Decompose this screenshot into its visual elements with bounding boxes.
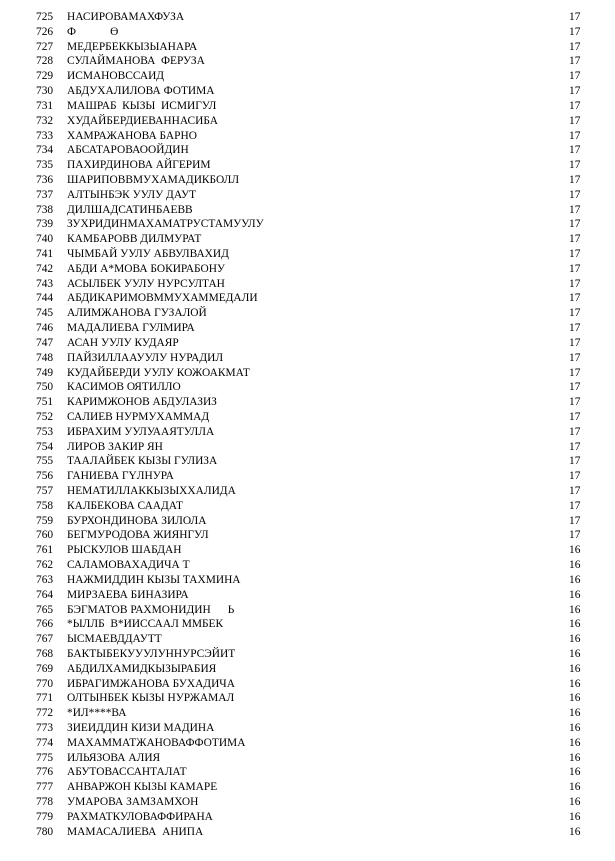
list-row — [0, 528, 615, 543]
list-row — [0, 543, 615, 558]
row-name: ЗУХРИДИНМАХАМАТРУСТАМУУЛУ — [67, 218, 264, 231]
row-score: 16 — [569, 662, 581, 675]
ranking-list — [0, 10, 615, 840]
list-row — [0, 336, 615, 351]
row-score: 16 — [569, 603, 581, 616]
list-row — [0, 706, 615, 721]
row-score: 16 — [569, 722, 581, 734]
list-row — [0, 410, 615, 425]
row-name: АБДИКАРИМОВММУХАММЕДАЛИ — [67, 292, 258, 305]
row-score: 17 — [569, 70, 581, 83]
row-name: РЫСКУЛОВ ШАБДАН — [67, 544, 182, 557]
row-number: 751 — [36, 396, 54, 409]
list-row — [0, 484, 615, 499]
row-number: 743 — [36, 277, 54, 290]
row-number: 735 — [36, 159, 54, 172]
list-row — [0, 588, 615, 603]
row-name: КАРИМЖОНОВ АБДУЛАЗИЗ — [67, 396, 217, 409]
row-score: 16 — [569, 751, 581, 764]
row-name: АЛТЫНБЭК УУЛУ ДАУТ — [67, 188, 197, 201]
list-row — [0, 603, 615, 618]
row-name: БЕГМУРОДОВА ЖИЯНГУЛ — [67, 529, 209, 542]
row-score: 17 — [569, 218, 581, 231]
row-score: 17 — [569, 55, 581, 68]
row-number: 747 — [36, 336, 54, 349]
list-row — [0, 188, 615, 203]
row-score: 16 — [569, 781, 581, 794]
list-row — [0, 25, 615, 40]
list-row — [0, 395, 615, 410]
row-score: 17 — [569, 410, 581, 423]
row-number: 726 — [36, 25, 54, 38]
row-number: 761 — [36, 544, 54, 557]
row-number: 756 — [36, 470, 54, 483]
list-row — [0, 10, 615, 25]
row-name: МАМАСАЛИЕВА АНИПА — [67, 825, 204, 838]
list-row — [0, 129, 615, 144]
row-number: 731 — [36, 99, 54, 112]
row-name: ЫСМАЕВДДАУТТ — [67, 633, 162, 646]
list-row — [0, 114, 615, 129]
list-row — [0, 291, 615, 306]
row-score: 17 — [569, 203, 581, 216]
row-score: 17 — [569, 499, 581, 512]
row-score: 16 — [569, 633, 581, 646]
row-number: 737 — [36, 188, 54, 201]
row-score: 17 — [569, 233, 581, 246]
row-number: 767 — [36, 633, 54, 646]
row-number: 768 — [36, 647, 54, 660]
row-name: ИБРАГИМЖАНОВА БУХАДИЧА — [67, 677, 235, 690]
row-name: АНВАРЖОН КЫЗЫ КАМАРЕ — [67, 781, 218, 794]
list-row — [0, 736, 615, 751]
row-number: 748 — [36, 351, 54, 364]
list-row — [0, 262, 615, 277]
list-row — [0, 277, 615, 292]
row-number: 725 — [36, 11, 54, 23]
list-row — [0, 780, 615, 795]
row-number: 760 — [36, 529, 54, 542]
row-number: 741 — [36, 248, 54, 260]
row-name: МАДАЛИЕВА ГУЛМИРА — [67, 322, 195, 335]
row-score: 16 — [569, 825, 581, 838]
list-row — [0, 40, 615, 55]
row-score: 17 — [569, 485, 581, 497]
row-name: АБДИ А*МОВА БОКИРАБОНУ — [67, 262, 225, 275]
row-score: 17 — [569, 351, 581, 364]
row-number: 727 — [36, 40, 54, 53]
row-name: АБУТОВАССАНТАЛАТ — [67, 766, 187, 779]
row-name: *ЫЛЛБ В*ИИССААЛ ММБЕК — [67, 618, 224, 631]
row-number: 759 — [36, 514, 54, 527]
row-name: АБДУХАЛИЛОВА ФОТИМА — [67, 85, 215, 98]
list-row — [0, 69, 615, 84]
row-score: 16 — [569, 618, 581, 631]
row-number: 750 — [36, 381, 54, 394]
row-name: КАМБАРОВВ ДИЛМУРАТ — [67, 233, 202, 246]
row-score: 16 — [569, 736, 581, 749]
row-number: 738 — [36, 203, 54, 216]
row-number: 730 — [36, 85, 54, 98]
row-name: ЗИЕИДДИН КИЗИ МАДИНА — [67, 722, 215, 734]
list-row — [0, 232, 615, 247]
row-name: ДИЛШАДСАТИНБАЕВВ — [67, 203, 193, 216]
row-name: БЭГМАТОВ РАХМОНИДИН Ь — [67, 603, 235, 616]
row-score: 17 — [569, 248, 581, 260]
row-number: 758 — [36, 499, 54, 512]
row-name: ОЛТЫНБЕК КЫЗЫ НУРЖАМАЛ — [67, 692, 235, 705]
list-row — [0, 632, 615, 647]
list-row — [0, 366, 615, 381]
row-name: ХАМРАЖАНОВА БАРНО — [67, 129, 197, 142]
list-row — [0, 454, 615, 469]
row-score: 16 — [569, 796, 581, 809]
list-row — [0, 721, 615, 736]
row-score: 16 — [569, 544, 581, 557]
list-row — [0, 158, 615, 173]
row-number: 733 — [36, 129, 54, 142]
row-number: 734 — [36, 144, 54, 157]
row-number: 728 — [36, 55, 54, 68]
list-row — [0, 306, 615, 321]
row-score: 17 — [569, 292, 581, 305]
row-number: 763 — [36, 573, 54, 586]
list-row — [0, 691, 615, 706]
row-number: 777 — [36, 781, 54, 794]
row-score: 16 — [569, 707, 581, 720]
row-number: 780 — [36, 825, 54, 838]
row-name: *ИЛ****ВА — [67, 707, 127, 720]
list-row — [0, 825, 615, 840]
row-number: 762 — [36, 559, 54, 572]
row-score: 17 — [569, 381, 581, 394]
row-number: 765 — [36, 603, 54, 616]
row-number: 732 — [36, 114, 54, 127]
row-name: АЛИМЖАНОВА ГУЗАЛОЙ — [67, 307, 207, 320]
row-score: 17 — [569, 425, 581, 438]
row-number: 757 — [36, 485, 54, 497]
row-name: АСАН УУЛУ КУДАЯР — [67, 336, 179, 349]
list-row — [0, 573, 615, 588]
list-row — [0, 514, 615, 529]
row-score: 16 — [569, 573, 581, 586]
row-number: 771 — [36, 692, 54, 705]
list-row — [0, 321, 615, 336]
row-name: МИРЗАЕВА БИНАЗИРА — [67, 588, 189, 601]
list-row — [0, 380, 615, 395]
row-number: 744 — [36, 292, 54, 305]
row-name: КАСИМОВ ОЯТИЛЛО — [67, 381, 181, 394]
row-score: 17 — [569, 144, 581, 157]
row-number: 742 — [36, 262, 54, 275]
list-row — [0, 203, 615, 218]
row-score: 17 — [569, 40, 581, 53]
row-score: 16 — [569, 810, 581, 823]
list-row — [0, 143, 615, 158]
row-number: 739 — [36, 218, 54, 231]
row-number: 749 — [36, 366, 54, 379]
row-name: СУЛАЙМАНОВА ФЕРУЗА — [67, 55, 205, 68]
row-name: ШАРИПОВВМУХАМАДИКБОЛЛ — [67, 173, 240, 186]
row-score: 17 — [569, 159, 581, 172]
row-score: 16 — [569, 692, 581, 705]
row-name: АБДИЛХАМИДКЫЗЫРАБИЯ — [67, 662, 217, 675]
row-name: ГАНИЕВА ГҮЛНУРА — [67, 470, 174, 483]
row-score: 16 — [569, 588, 581, 601]
row-score: 17 — [569, 11, 581, 23]
row-score: 17 — [569, 99, 581, 112]
row-score: 17 — [569, 25, 581, 38]
row-number: 729 — [36, 70, 54, 83]
row-number: 754 — [36, 440, 54, 453]
list-row — [0, 84, 615, 99]
row-score: 17 — [569, 470, 581, 483]
row-score: 17 — [569, 277, 581, 290]
row-name: МЕДЕРБЕККЫЗЫАНАРА — [67, 40, 198, 53]
row-score: 17 — [569, 114, 581, 127]
row-number: 775 — [36, 751, 54, 764]
list-row — [0, 765, 615, 780]
row-score: 16 — [569, 677, 581, 690]
row-number: 755 — [36, 455, 54, 468]
row-name: НЕМАТИЛЛАККЫЗЫХХАЛИДА — [67, 485, 236, 497]
list-row — [0, 469, 615, 484]
row-score: 17 — [569, 173, 581, 186]
list-row — [0, 662, 615, 677]
row-number: 764 — [36, 588, 54, 601]
row-score: 17 — [569, 322, 581, 335]
row-number: 774 — [36, 736, 54, 749]
row-number: 772 — [36, 707, 54, 720]
row-name: НАЖМИДДИН КЫЗЫ ТАХМИНА — [67, 573, 241, 586]
row-score: 17 — [569, 85, 581, 98]
list-row — [0, 247, 615, 262]
list-row — [0, 440, 615, 455]
list-row — [0, 617, 615, 632]
row-name: ПАЙЗИЛЛААУУЛУ НУРАДИЛ — [67, 351, 224, 364]
list-row — [0, 647, 615, 662]
list-row — [0, 425, 615, 440]
row-number: 740 — [36, 233, 54, 246]
row-number: 746 — [36, 322, 54, 335]
row-name: МАХАММАТЖАНОВАФФОТИМА — [67, 736, 246, 749]
row-name: ИСМАНОВССАИД — [67, 70, 165, 83]
list-row — [0, 351, 615, 366]
row-number: 770 — [36, 677, 54, 690]
row-name: ПАХИРДИНОВА АЙГЕРИМ — [67, 159, 211, 172]
row-score: 17 — [569, 366, 581, 379]
row-name: ИБРАХИМ УУЛУААЯТУЛЛА — [67, 425, 215, 438]
list-row — [0, 677, 615, 692]
row-name: БУРХОНДИНОВА ЗИЛОЛА — [67, 514, 207, 527]
list-row — [0, 558, 615, 573]
row-score: 17 — [569, 529, 581, 542]
row-name: КУДАЙБЕРДИ УУЛУ КОЖОАКМАТ — [67, 366, 250, 379]
list-row — [0, 810, 615, 825]
row-score: 16 — [569, 559, 581, 572]
row-score: 17 — [569, 262, 581, 275]
row-score: 17 — [569, 307, 581, 320]
row-name: НАСИРОВАМАХФУЗА — [67, 11, 185, 23]
row-name: УМАРОВА ЗАМЗАМХОН — [67, 796, 199, 809]
row-score: 17 — [569, 440, 581, 453]
row-number: 745 — [36, 307, 54, 320]
list-row — [0, 173, 615, 188]
row-score: 17 — [569, 129, 581, 142]
row-name: РАХМАТКУЛОВАФФИРАНА — [67, 810, 213, 823]
row-name: ХУДАЙБЕРДИЕВАННАСИБА — [67, 114, 218, 127]
row-number: 778 — [36, 796, 54, 809]
row-name: АБСАТАРОВАООЙДИН — [67, 144, 189, 157]
row-number: 773 — [36, 722, 54, 734]
list-row — [0, 99, 615, 114]
row-number: 752 — [36, 410, 54, 423]
row-name: САЛИЕВ НУРМУХАММАД — [67, 410, 210, 423]
row-score: 17 — [569, 336, 581, 349]
row-score: 17 — [569, 514, 581, 527]
row-name: ИЛЬЯЗОВА АЛИЯ — [67, 751, 161, 764]
list-row — [0, 795, 615, 810]
row-name: АСЫЛБЕК УУЛУ НУРСУЛТАН — [67, 277, 225, 290]
row-name: БАКТЫБЕКУУУЛУННУРСЭЙИТ — [67, 647, 236, 660]
row-score: 17 — [569, 396, 581, 409]
row-name: МАШРАБ КЫЗЫ ИСМИГУЛ — [67, 99, 217, 112]
row-name: ЧЫМБАЙ УУЛУ АБВУЛВАХИД — [67, 248, 229, 260]
row-name: ТААЛАЙБЕК КЫЗЫ ГУЛИЗА — [67, 455, 218, 468]
row-name: ЛИРОВ ЗАКИР ЯН — [67, 440, 163, 453]
row-score: 16 — [569, 647, 581, 660]
row-number: 769 — [36, 662, 54, 675]
row-number: 766 — [36, 618, 54, 631]
row-name: КАЛБЕКОВА СААДАТ — [67, 499, 183, 512]
row-score: 17 — [569, 188, 581, 201]
row-number: 779 — [36, 810, 54, 823]
row-name: САЛАМОВАХАДИЧА Т — [67, 559, 190, 572]
row-score: 16 — [569, 766, 581, 779]
list-row — [0, 54, 615, 69]
row-score: 17 — [569, 455, 581, 468]
list-row — [0, 751, 615, 766]
row-number: 776 — [36, 766, 54, 779]
list-row — [0, 217, 615, 232]
row-number: 736 — [36, 173, 54, 186]
list-row — [0, 499, 615, 514]
row-name: Ф Ө — [67, 25, 119, 38]
row-number: 753 — [36, 425, 54, 438]
